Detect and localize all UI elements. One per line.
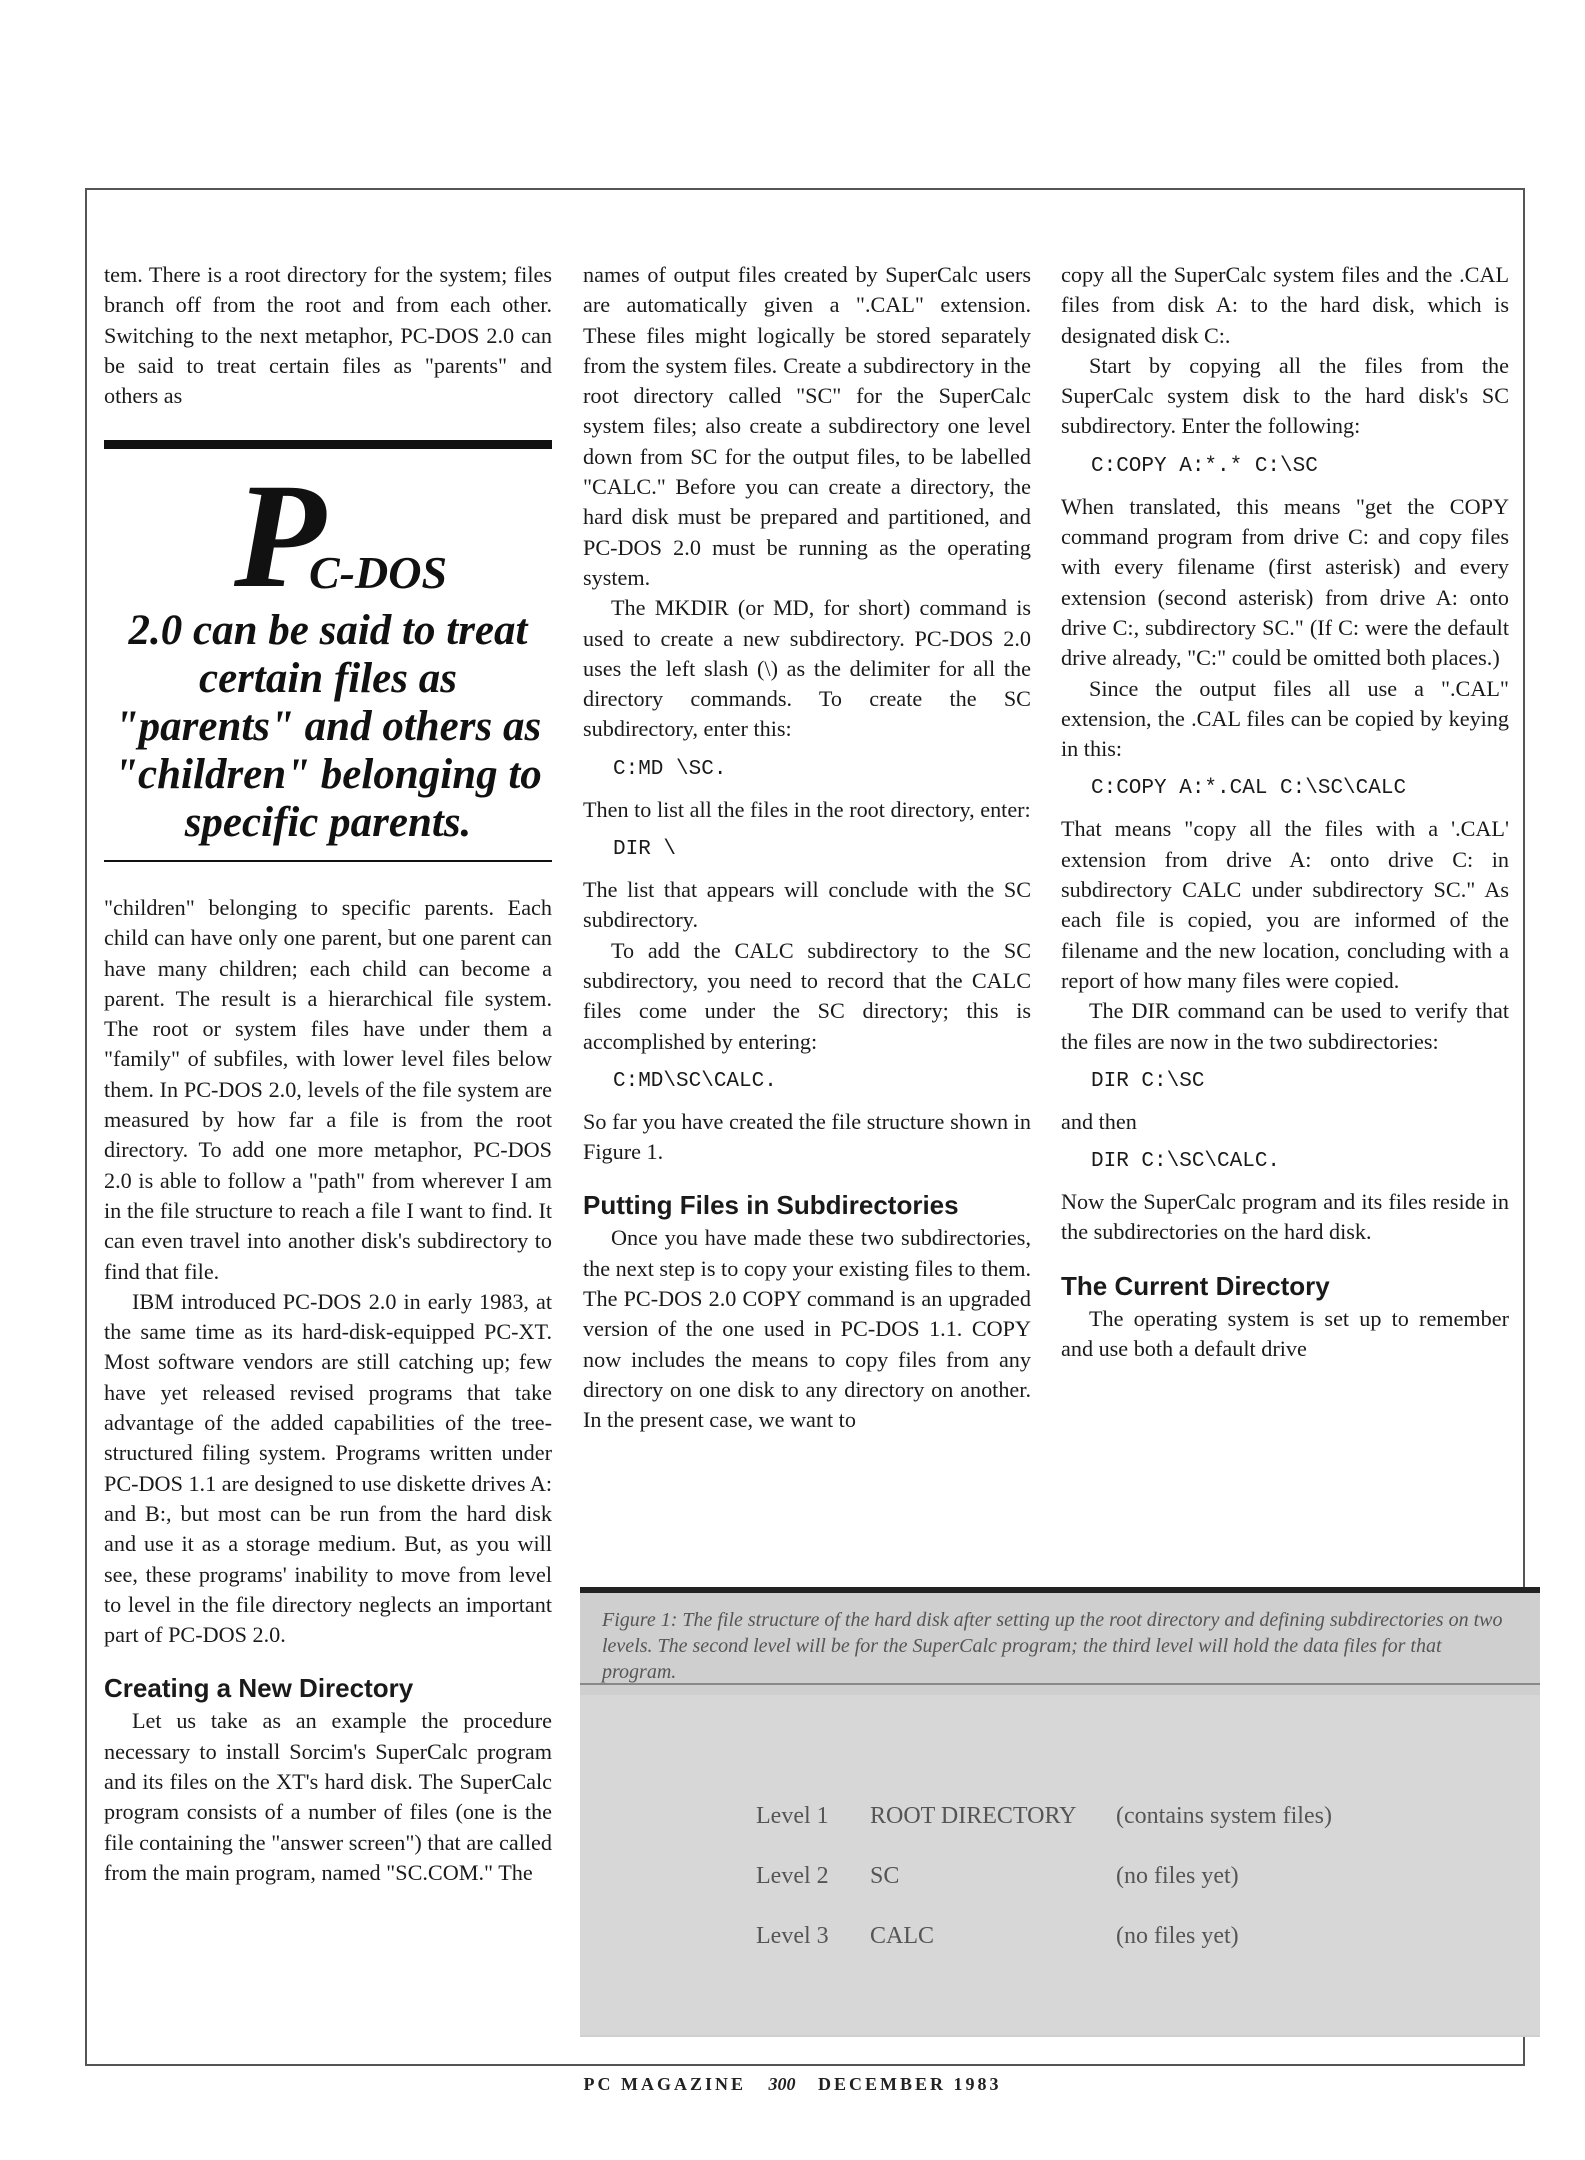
col1-paragraph-2: "children" belonging to specific parents. Each child can have only one parent, but one parent can have many children; each child can become a parent. The result is a hierarchical file system. The root or system files have under them a "family" of subfiles, with lower level files below them. In PC-DOS 2.0, levels of the file system are measured by how far a file is from the root directory. To add one more metaphor, PC-DOS 2.0 is able to follow a "path" from wherever I am in the file structure to reach a file I want to find. It can even travel into another disk's subdirectory to find that file. bbox=[104, 895, 552, 1284]
col1-paragraph-3: IBM introduced PC-DOS 2.0 in early 1983, at the same time as its hard-disk-equipped PC-XT. Most software vendors are still catching up; few have yet released revised programs that take advantage of the added capabilities of the tree-structured filing system. Programs written under PC-DOS 1.1 are designed to use diskette drives A: and B:, but most can be run from the hard disk and use it as a storage medium. But, as you will see, these programs' inability to move from level to level in the file directory neglects an important part of PC-DOS 2.0. bbox=[104, 1288, 553, 1648]
command-dir-calc: DIR C:\SC\CALC. bbox=[1091, 1150, 1281, 1174]
heading-putting-files: Putting Files in Subdirectories bbox=[583, 1190, 959, 1221]
figure-1 bbox=[580, 1587, 1540, 2037]
col1-paragraph-4: Let us take as an example the procedure necessary to install Sorcim's SuperCalc program and its files on the XT's hard disk. The SuperCalc program consists of a number of files (one is the file containing the "answer screen") that are called from the main program, named "SC.COM." The bbox=[104, 1708, 552, 1885]
figure-caption: Figure 1: The file structure of the hard disk after setting up the root directory and defining subdirectories on two levels. The second level will be for the SuperCalc program; the third level will hold the data files for that program. bbox=[580, 1593, 1540, 1685]
pull-quote-first-word: C-DOS bbox=[309, 547, 448, 598]
command-md-calc: C:MD\SC\CALC. bbox=[613, 1069, 777, 1093]
col3-paragraph-2: Start by copying all the files from the SuperCalc system disk to the hard disk's SC subdirectory. Enter the following: bbox=[1061, 352, 1509, 439]
level-note: (contains system files) bbox=[1116, 1803, 1332, 1829]
col3-paragraph-3: When translated, this means "get the COPY command program from drive C: and copy files with every filename (first asterisk) and every extension (second asterisk) from drive A: onto drive C:, subdirectory SC." (If C: were the default drive already, "C:" could be omitted both places.) bbox=[1061, 493, 1509, 671]
col1-paragraph-1: tem. There is a root directory for the system; files branch off from the root and from each other. Switching to the next metaphor, PC-DOS 2.0 can be said to treat certain files as "parents" and others as bbox=[104, 262, 552, 409]
col2-paragraph-7: Once you have made these two subdirectories, the next step is to copy your existing files to them. The PC-DOS 2.0 COPY command is an upgraded version of the one used in PC-DOS 1.1. COPY now includes the means to copy files from any directory on one disk to any directory on another. In the present case, we want to bbox=[583, 1225, 1031, 1433]
command-copy-all: C:COPY A:*.* C:\SC bbox=[1091, 454, 1318, 478]
col3-paragraph-7: and then bbox=[1061, 1108, 1137, 1134]
col2-paragraph-6: So far you have created the file structure shown in Figure 1. bbox=[583, 1108, 1031, 1165]
heading-current-directory: The Current Directory bbox=[1061, 1270, 1330, 1301]
col2-paragraph-1: names of output files created by SuperCalc users are automatically given a ".CAL" extension. These files might logically be stored separately from the system files. Create a subdirectory in the root directory called "SC" for the SuperCalc system files; also create a subdirectory one level down from SC for the output files, to be labelled "CALC." Before you can create a directory, the hard disk must be prepared and partitioned, and PC-DOS 2.0 must be running as the operating system. bbox=[583, 262, 1031, 590]
level-label: Level 1 bbox=[756, 1803, 829, 1829]
col2-paragraph-2: The MKDIR (or MD, for short) command is used to create a new subdirectory. PC-DOS 2.0 uses the left slash (\) as the delimiter for all the directory commands. To create the SC subdirectory, enter this: bbox=[583, 595, 1031, 742]
col3-paragraph-4: Since the output files all use a ".CAL" extension, the .CAL files can be copied by keying in this: bbox=[1061, 675, 1509, 762]
level-label: Level 3 bbox=[756, 1923, 829, 1949]
command-dir-sc: DIR C:\SC bbox=[1091, 1069, 1205, 1093]
pull-quote-initial: P bbox=[234, 453, 326, 619]
pull-quote-text: 2.0 can be said to treat certain files as "parents" and others as "children" belonging to specific parents. bbox=[114, 607, 542, 846]
column-1-continued bbox=[104, 893, 552, 1888]
column-2 bbox=[583, 260, 1031, 1436]
footer-magazine: PC MAGAZINE bbox=[583, 2074, 746, 2094]
level-note: (no files yet) bbox=[1116, 1863, 1239, 1889]
figure-body bbox=[580, 1695, 1540, 2035]
level-directory-name: CALC bbox=[870, 1923, 935, 1949]
col3-paragraph-8: Now the SuperCalc program and its files reside in the subdirectories on the hard disk. bbox=[1061, 1189, 1509, 1245]
heading-creating-directory: Creating a New Directory bbox=[104, 1673, 414, 1704]
col3-paragraph-1: copy all the SuperCalc system files and the .CAL files from disk A: to the hard disk, which is designated disk C:. bbox=[1061, 262, 1509, 348]
command-copy-cal: C:COPY A:*.CAL C:\SC\CALC bbox=[1091, 777, 1407, 801]
column-1 bbox=[104, 260, 552, 411]
col3-paragraph-6: The DIR command can be used to verify that the files are now in the two subdirectories: bbox=[1061, 998, 1509, 1054]
level-label: Level 2 bbox=[756, 1863, 829, 1889]
level-note: (no files yet) bbox=[1116, 1923, 1239, 1949]
col3-paragraph-9: The operating system is set up to remember and use both a default drive bbox=[1061, 1305, 1509, 1362]
command-dir-root: DIR \ bbox=[613, 838, 677, 862]
footer-date: DECEMBER 1983 bbox=[817, 2074, 1002, 2094]
col2-paragraph-3: Then to list all the files in the root directory, enter: bbox=[583, 796, 1031, 822]
col2-paragraph-4: The list that appears will conclude with the SC subdirectory. bbox=[583, 877, 1031, 933]
level-directory-name: SC bbox=[870, 1863, 900, 1889]
level-directory-name: ROOT DIRECTORY bbox=[870, 1803, 1077, 1829]
footer-page-number: 300 bbox=[768, 2074, 796, 2094]
column-3 bbox=[1061, 260, 1509, 1364]
col2-paragraph-5: To add the CALC subdirectory to the SC subdirectory, you need to record that the CALC files come under the SC directory; this is accomplished by entering: bbox=[583, 937, 1031, 1054]
page-footer bbox=[0, 2074, 1585, 2095]
col3-paragraph-5: That means "copy all the files with a '.CAL' extension from drive A: onto drive C: in subdirectory CALC under subdirectory SC." As each file is copied, you are informed of the filename and the new location, concluding with a report of how many files were copied. bbox=[1061, 816, 1509, 993]
command-md-sc: C:MD \SC. bbox=[613, 757, 727, 781]
pull-quote bbox=[104, 440, 552, 862]
